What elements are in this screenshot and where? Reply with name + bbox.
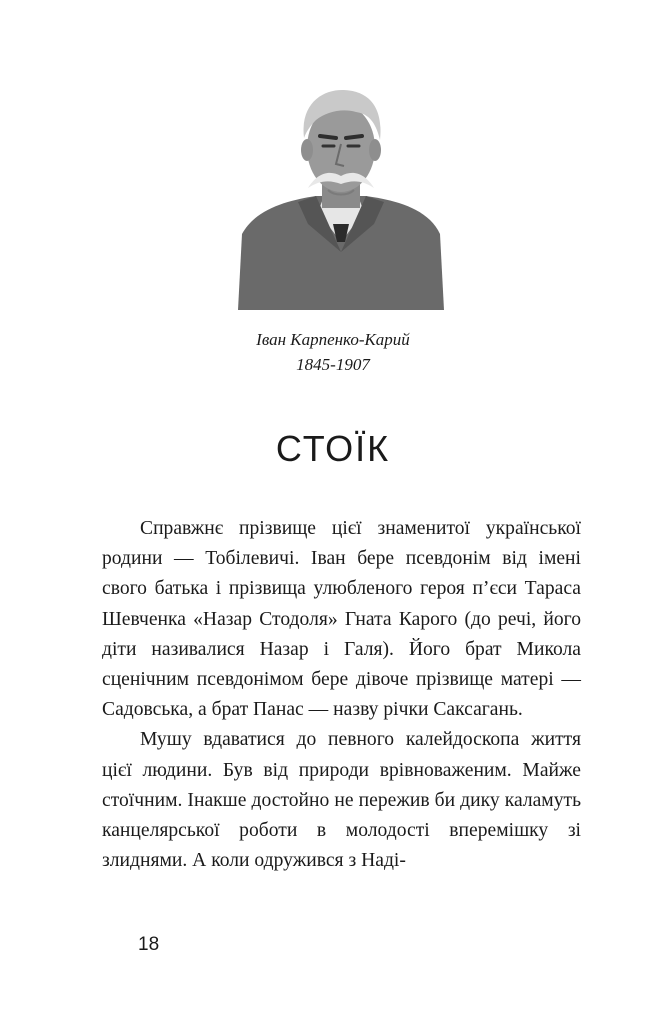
paragraph: Мушу вдаватися до певного калейдоскопа життя цієї людини. Був від природи врівноваженим. Майже стоїчним. Інакше достойно не пережив би дику каламуть канцелярської роботи в молодості вперемішку зі злиднями. А коли одружився з Наді- bbox=[102, 729, 581, 872]
portrait-caption-years: 1845-1907 bbox=[296, 355, 370, 374]
chapter-title: СТОЇК bbox=[275, 428, 391, 469]
paragraph: Справжнє прізвище цієї знаменитої української родини — Тобілевичі. Іван бере псевдонім від імені свого батька і прізвища улюбленого героя п’єси Тараса Шевченка «Назар Стодоля» Гната Карого (до речі, його діти називалися Назар і Галя). Його брат Микола сценічним псевдонімом бере дівоче прізвище матері — Садовська, а брат Панас — назву річки Саксагань. bbox=[102, 518, 581, 721]
portrait-illustration bbox=[238, 84, 444, 310]
ear-left bbox=[301, 139, 313, 161]
portrait-caption-name: Іван Карпенко-Карий bbox=[256, 330, 410, 349]
page-number: 18 bbox=[138, 934, 160, 955]
body-text bbox=[102, 514, 581, 876]
ear-right bbox=[369, 139, 381, 161]
